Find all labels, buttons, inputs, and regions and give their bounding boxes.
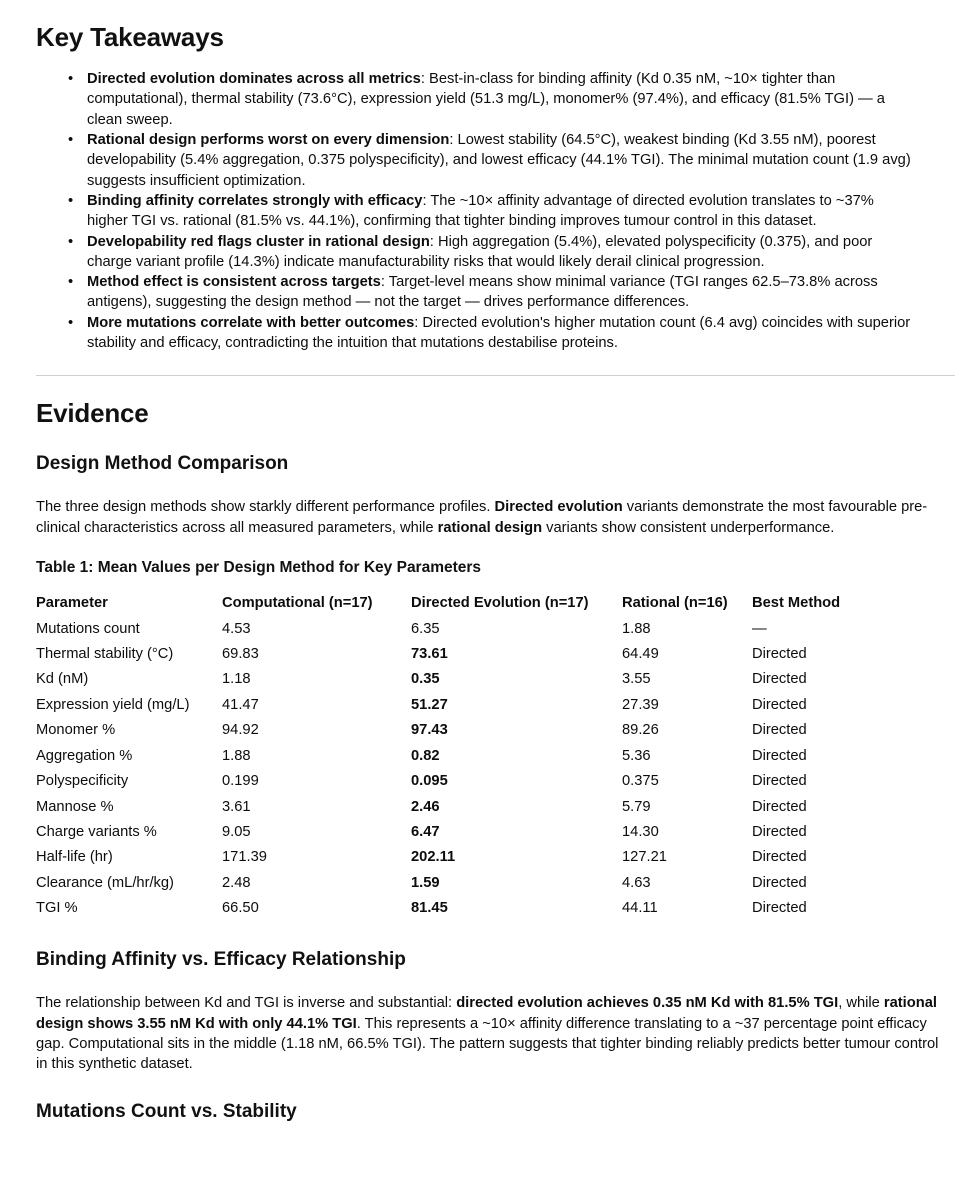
cell-computational: 1.88 bbox=[222, 747, 251, 764]
table-row bbox=[36, 820, 926, 845]
table-header-row bbox=[36, 591, 926, 616]
table-header-computational: Computational (n=17) bbox=[222, 595, 373, 612]
takeaway-body: : Target-level means show minimal variance (TGI ranges 62.5–73.8% across antigens), suggesting the design method — not the target — drives performance differences. bbox=[87, 274, 878, 311]
cell-rational: 0.375 bbox=[622, 773, 659, 790]
takeaway-item bbox=[68, 272, 940, 313]
cell-computational: 2.48 bbox=[222, 874, 251, 891]
cell-directed: 81.45 bbox=[411, 900, 448, 917]
cell-rational: 14.30 bbox=[622, 823, 659, 840]
cell-computational: 66.50 bbox=[222, 900, 259, 917]
table-header-rational: Rational (n=16) bbox=[622, 595, 728, 612]
cell-best-method: Directed bbox=[752, 671, 807, 688]
cell-directed: 0.82 bbox=[411, 747, 440, 764]
takeaway-lead: Developability red flags cluster in rational design bbox=[87, 233, 430, 250]
cell-rational: 127.21 bbox=[622, 849, 667, 866]
cell-best-method: Directed bbox=[752, 646, 807, 663]
takeaway-body: : High aggregation (5.4%), elevated polyspecificity (0.375), and poor charge variant profile (14.3%) indicate manufacturability risks that would likely derail clinical progression. bbox=[87, 233, 873, 270]
page-title: Key Takeaways bbox=[36, 22, 224, 52]
table-body bbox=[36, 617, 926, 922]
mutations-count-heading: Mutations Count vs. Stability bbox=[36, 1101, 297, 1123]
cell-best-method: Directed bbox=[752, 747, 807, 764]
cell-parameter: Expression yield (mg/L) bbox=[36, 696, 190, 713]
cell-parameter: Kd (nM) bbox=[36, 671, 89, 688]
binding-bold-directed: directed evolution achieves 0.35 nM Kd with 81.5% TGI bbox=[456, 995, 839, 1012]
design-method-intro-paragraph bbox=[36, 497, 940, 538]
cell-parameter: Charge variants % bbox=[36, 823, 157, 840]
cell-computational: 3.61 bbox=[222, 798, 251, 815]
table-row bbox=[36, 769, 926, 794]
cell-parameter: Mannose % bbox=[36, 798, 114, 815]
cell-computational: 94.92 bbox=[222, 722, 259, 739]
cell-best-method: Directed bbox=[752, 823, 807, 840]
cell-rational: 4.63 bbox=[622, 874, 651, 891]
spacer bbox=[36, 430, 940, 452]
takeaway-lead: Binding affinity correlates strongly with efficacy bbox=[87, 192, 423, 209]
cell-parameter: Clearance (mL/hr/kg) bbox=[36, 874, 174, 891]
table-header-parameter: Parameter bbox=[36, 595, 108, 612]
binding-affinity-heading: Binding Affinity vs. Efficacy Relationship bbox=[36, 948, 406, 970]
table-row bbox=[36, 896, 926, 921]
binding-text-part2: , while bbox=[838, 995, 884, 1012]
cell-computational: 69.83 bbox=[222, 646, 259, 663]
cell-computational: 171.39 bbox=[222, 849, 267, 866]
takeaway-item bbox=[68, 191, 940, 232]
cell-directed: 73.61 bbox=[411, 646, 448, 663]
binding-text-part3: . This represents a ~10× affinity difference translating to a ~37 percentage point efficacy gap. Computational sits in the middle (1.18 nM, 66.5% TGI). The pattern suggests that tighter binding reliably predicts better tumour control in this synthetic dataset. bbox=[36, 1015, 939, 1073]
cell-rational: 64.49 bbox=[622, 646, 659, 663]
takeaway-body: : Lowest stability (64.5°C), weakest binding (Kd 3.55 nM), poorest developability (5.4% aggregation, 0.375 polyspecificity), and lowest efficacy (44.1% TGI). The minimal mutation count (1.9 avg) suggests insufficient optimization. bbox=[87, 132, 911, 189]
evidence-heading: Evidence bbox=[36, 398, 149, 429]
takeaway-body: : Directed evolution's higher mutation count (6.4 avg) coincides with superior stability and efficacy, contradicting the intuition that mutations destabilise proteins. bbox=[87, 314, 911, 352]
mean-values-table bbox=[36, 591, 926, 921]
cell-directed: 51.27 bbox=[411, 696, 448, 713]
table-row bbox=[36, 617, 926, 642]
takeaway-item bbox=[68, 69, 940, 130]
cell-best-method: Directed bbox=[752, 874, 807, 891]
table-header-best-method: Best Method bbox=[752, 595, 841, 612]
key-takeaways-list bbox=[36, 69, 940, 353]
cell-rational: 5.79 bbox=[622, 798, 651, 815]
table-row bbox=[36, 845, 926, 870]
binding-bold-rational: rational design shows 3.55 nM Kd with only 44.1% TGI bbox=[36, 995, 937, 1032]
cell-best-method: — bbox=[752, 620, 767, 637]
document-page bbox=[0, 22, 966, 1124]
cell-parameter: Aggregation % bbox=[36, 747, 133, 764]
intro-bold-directed-evolution: Directed evolution bbox=[494, 499, 623, 516]
takeaway-body: : The ~10× affinity advantage of directed evolution translates to ~37% higher TGI vs. rational (81.5% vs. 44.1%), confirming that tighter binding improves tumour control in this dataset. bbox=[87, 192, 874, 230]
cell-computational: 4.53 bbox=[222, 620, 251, 637]
takeaway-lead: More mutations correlate with better outcomes bbox=[87, 314, 415, 331]
cell-computational: 1.18 bbox=[222, 671, 251, 688]
takeaway-body: : Best-in-class for binding affinity (Kd 0.35 nM, ~10× tighter than computational), thermal stability (73.6°C), expression yield (51.3 mg/L), monomer% (97.4%), and efficacy (81.5% TGI) — a clean sweep. bbox=[87, 71, 885, 128]
spacer bbox=[36, 971, 940, 993]
cell-parameter: Polyspecificity bbox=[36, 773, 129, 790]
cell-directed: 6.35 bbox=[411, 620, 440, 637]
cell-directed: 6.47 bbox=[411, 823, 440, 840]
table-row bbox=[36, 642, 926, 667]
spacer bbox=[36, 1074, 940, 1100]
table-header-directed-evolution: Directed Evolution (n=17) bbox=[411, 595, 589, 612]
takeaway-item bbox=[68, 313, 940, 354]
takeaway-lead: Rational design performs worst on every dimension bbox=[87, 132, 450, 149]
cell-parameter: Mutations count bbox=[36, 620, 140, 637]
cell-parameter: Thermal stability (°C) bbox=[36, 646, 174, 663]
cell-directed: 202.11 bbox=[411, 849, 456, 866]
cell-parameter: Monomer % bbox=[36, 722, 116, 739]
cell-directed: 0.35 bbox=[411, 671, 440, 688]
table-row bbox=[36, 871, 926, 896]
table-row bbox=[36, 795, 926, 820]
table-row bbox=[36, 744, 926, 769]
cell-computational: 9.05 bbox=[222, 823, 251, 840]
cell-directed: 0.095 bbox=[411, 773, 448, 790]
cell-parameter: TGI % bbox=[36, 900, 78, 917]
section-divider bbox=[36, 375, 955, 376]
takeaway-item bbox=[68, 130, 940, 191]
takeaway-lead: Directed evolution dominates across all metrics bbox=[87, 71, 421, 88]
table-row bbox=[36, 667, 926, 692]
cell-best-method: Directed bbox=[752, 798, 807, 815]
cell-best-method: Directed bbox=[752, 900, 807, 917]
intro-text-part3: variants show consistent underperformance. bbox=[542, 519, 835, 536]
intro-bold-rational-design: rational design bbox=[437, 519, 543, 536]
takeaway-item bbox=[68, 232, 940, 273]
cell-rational: 5.36 bbox=[622, 747, 651, 764]
cell-best-method: Directed bbox=[752, 773, 807, 790]
cell-best-method: Directed bbox=[752, 849, 807, 866]
cell-parameter: Half-life (hr) bbox=[36, 849, 113, 866]
cell-rational: 44.11 bbox=[622, 900, 658, 917]
cell-rational: 89.26 bbox=[622, 722, 659, 739]
spacer bbox=[36, 922, 940, 948]
takeaway-lead: Method effect is consistent across targets bbox=[87, 274, 381, 291]
spacer bbox=[36, 538, 940, 558]
table-row bbox=[36, 693, 926, 718]
spacer bbox=[36, 475, 940, 497]
intro-text-part1: The three design methods show starkly different performance profiles. bbox=[36, 499, 495, 516]
cell-directed: 97.43 bbox=[411, 722, 448, 739]
table-row bbox=[36, 718, 926, 743]
intro-text-part2: variants demonstrate the most favourable pre-clinical characteristics across all measured parameters, while bbox=[36, 499, 928, 536]
cell-directed: 1.59 bbox=[411, 874, 440, 891]
cell-best-method: Directed bbox=[752, 696, 807, 713]
table-caption: Table 1: Mean Values per Design Method for Key Parameters bbox=[36, 558, 482, 576]
design-method-comparison-heading: Design Method Comparison bbox=[36, 452, 289, 474]
cell-rational: 27.39 bbox=[622, 696, 659, 713]
cell-computational: 0.199 bbox=[222, 773, 259, 790]
cell-computational: 41.47 bbox=[222, 696, 259, 713]
cell-best-method: Directed bbox=[752, 722, 807, 739]
binding-text-part1: The relationship between Kd and TGI is inverse and substantial: bbox=[36, 995, 457, 1012]
cell-rational: 3.55 bbox=[622, 671, 651, 688]
binding-affinity-paragraph bbox=[36, 993, 940, 1074]
cell-rational: 1.88 bbox=[622, 620, 651, 637]
cell-directed: 2.46 bbox=[411, 798, 440, 815]
